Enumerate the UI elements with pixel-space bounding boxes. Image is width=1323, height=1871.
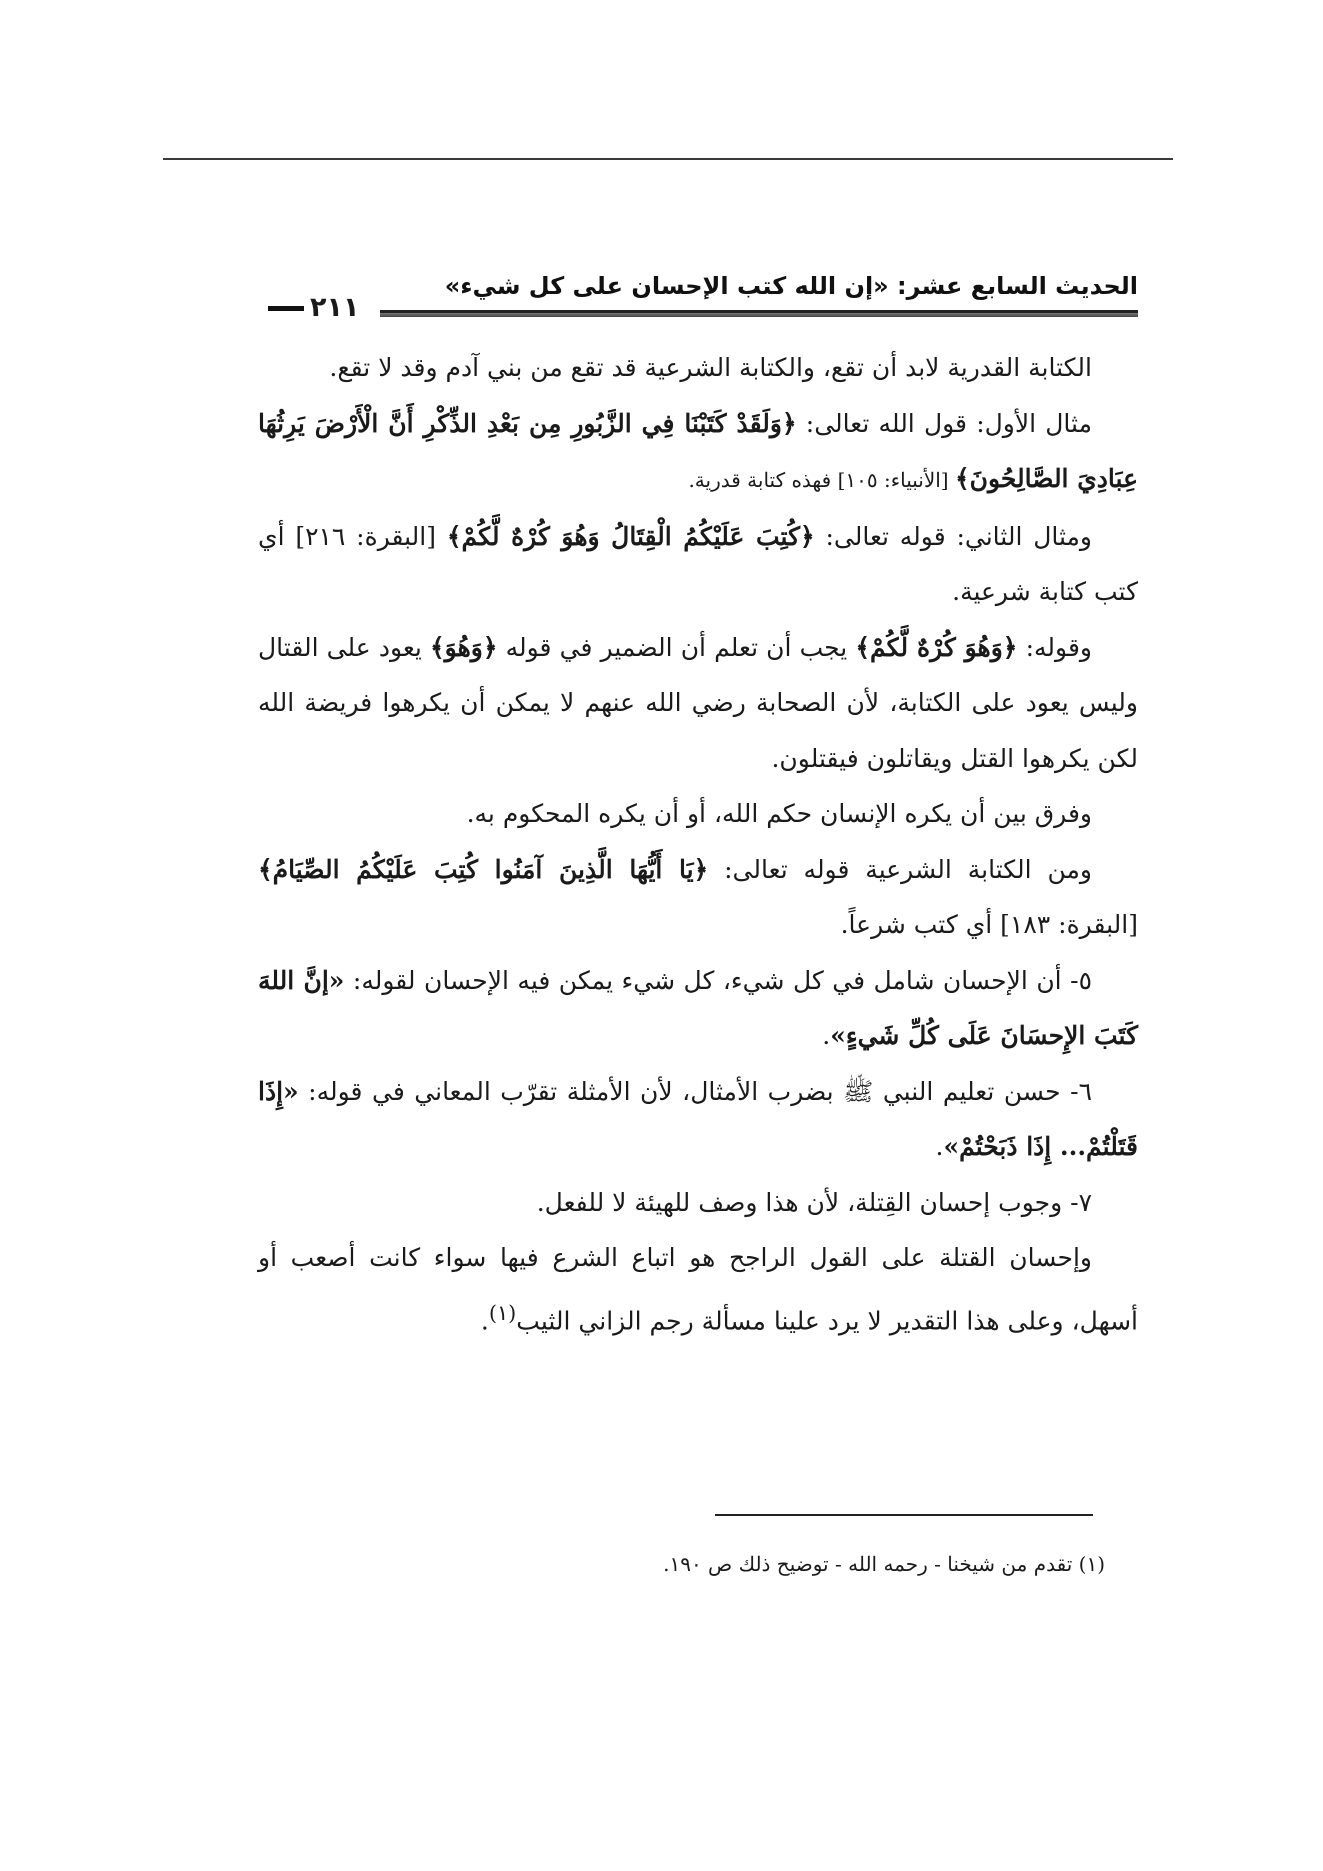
- quran-verse: ﴿وَلَقَدْ كَتَبْنَا فِي الزَّبُورِ مِن بَعْدِ الذِّكْرِ أَنَّ الْأَرْضَ يَرِثُهَا عِبَادِيَ الصَّالِحُونَ﴾: [258, 408, 1138, 493]
- paragraph: [258, 1175, 1138, 1231]
- text-run: ومثال الثاني: قوله تعالى:: [814, 521, 1093, 551]
- text-run: مثال الأول: قول الله تعالى:: [796, 408, 1092, 438]
- quran-verse: ﴿وَهُوَ كُرْهٌ لَّكُمْ﴾: [855, 632, 1018, 662]
- text-run: .: [480, 1305, 489, 1335]
- header-rule: [380, 310, 1138, 317]
- hadith-quote: «إنَّ اللهَ كَتَبَ الإِحسَانَ عَلَى كُلِّ شَيءٍ»: [258, 965, 1138, 1050]
- footnote-marker[interactable]: (١): [488, 1300, 517, 1325]
- paragraph: [258, 1064, 1138, 1175]
- paragraph: [258, 1230, 1138, 1348]
- text-run: [الأنبياء: ١٠٥] فهذه كتابة قدرية.: [688, 468, 955, 492]
- text-run: ومن الكتابة الشرعية قوله تعالى:: [708, 854, 1092, 884]
- running-header: [268, 272, 1138, 328]
- paragraph: [258, 842, 1138, 953]
- text-run: يجب أن تعلم أن الضمير في قوله: [497, 632, 856, 662]
- text-run: [البقرة: ١٨٣] أي كتب شرعاً.: [840, 910, 1138, 939]
- footnote: (١) تقدم من شيخنا - رحمه الله - توضيح ذلك ص ١٩٠.: [663, 1552, 1105, 1576]
- text-run: [البقرة: ٢١٦] أي كتب كتابة شرعية.: [258, 521, 1138, 606]
- text-run: ٦- حسن تعليم النبي ﷺ بضرب الأمثال، لأن الأمثلة تقرّب المعاني في قوله:: [298, 1076, 1092, 1106]
- text-run: يعود على القتال وليس يعود على الكتابة، لأن الصحابة رضي الله عنهم لا يمكن أن يكرهوا فريضة الله لكن يكرهوا القتل ويقاتلون فيقتلون.: [258, 632, 1138, 773]
- running-header-title: الحديث السابع عشر: «إن الله كتب الإحسان على كل شيء»: [444, 272, 1138, 300]
- paragraph: [258, 340, 1138, 396]
- quran-verse: ﴿وَهُوَ﴾: [430, 632, 498, 662]
- paragraph: [258, 620, 1138, 787]
- scan-top-rule: [163, 158, 1173, 160]
- paragraph: [258, 786, 1138, 842]
- text-run: .: [935, 1132, 944, 1161]
- hadith-quote: «إِذَا قَتَلْتُمْ... إِذَا ذَبَحْتُمْ»: [258, 1076, 1138, 1161]
- text-run: الكتابة القدرية لابد أن تقع، والكتابة الشرعية قد تقع من بني آدم وقد لا تقع.: [329, 353, 1092, 382]
- footnote-rule: [715, 1514, 1093, 1516]
- text-run: وإحسان القتلة على القول الراجح هو اتباع الشرع فيها سواء كانت أصعب أو أسهل، وعلى هذا التقدير لا يرد علينا مسألة رجم الزاني الثيب: [258, 1243, 1138, 1335]
- quran-verse: ﴿يَا أَيُّهَا الَّذِينَ آمَنُوا كُتِبَ عَلَيْكُمُ الصِّيَامُ﴾: [258, 854, 709, 884]
- quran-verse: ﴿كُتِبَ عَلَيْكُمُ الْقِتَالُ وَهُوَ كُرْهٌ لَّكُمْ﴾: [446, 521, 815, 551]
- paragraph: [258, 509, 1138, 620]
- text-run: وفرق بين أن يكره الإنسان حكم الله، أو أن يكره المحكوم به.: [466, 799, 1092, 828]
- paragraph: [258, 953, 1138, 1064]
- text-run: ٧- وجوب إحسان القِتلة، لأن هذا وصف للهيئة لا للفعل.: [536, 1187, 1092, 1217]
- page-number-marker: [268, 306, 304, 311]
- paragraph: [258, 396, 1138, 509]
- page-number: ٢١١: [310, 292, 360, 323]
- text-run: .: [822, 1021, 831, 1050]
- body-text: [258, 340, 1138, 1348]
- text-run: وقوله:: [1017, 632, 1092, 662]
- text-run: ٥- أن الإحسان شامل في كل شيء، كل شيء يمكن فيه الإحسان لقوله:: [344, 965, 1092, 995]
